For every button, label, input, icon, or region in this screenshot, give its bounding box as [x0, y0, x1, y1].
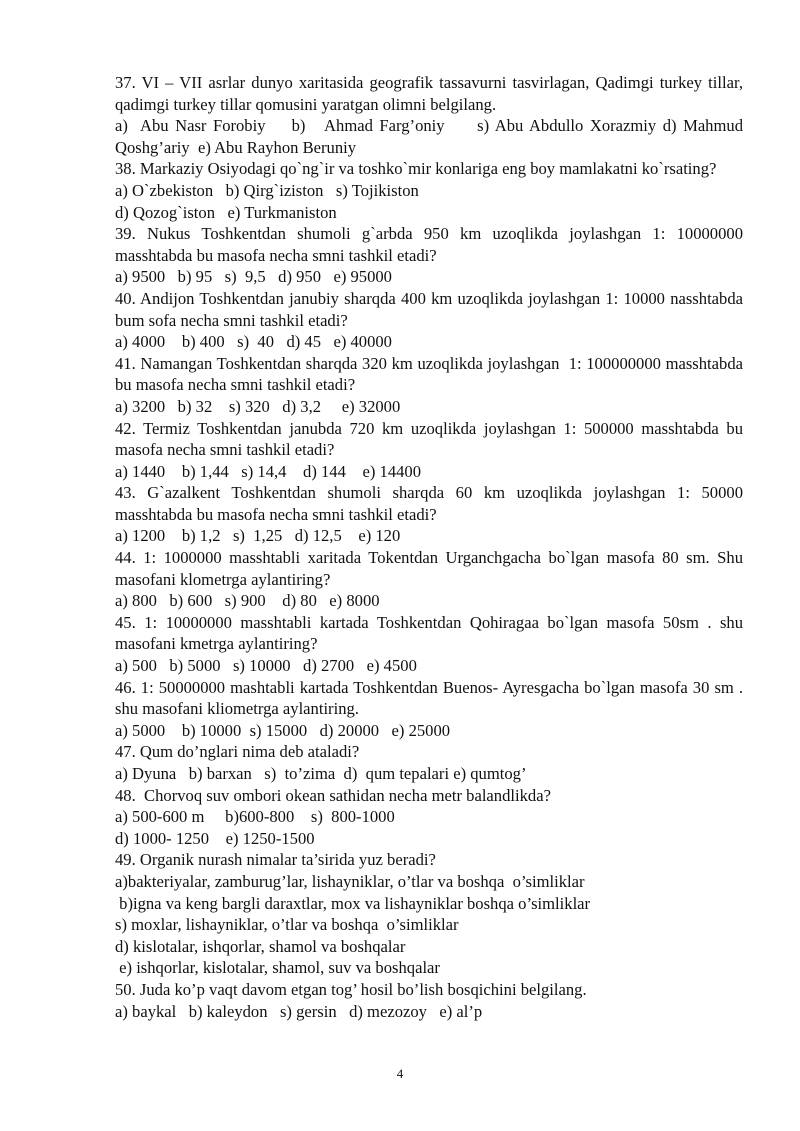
text-line: 37. VI – VII asrlar dunyo xaritasida geografik tassavurni tasvirlagan, Qadimgi turkey tillar, qadimgi turkey tillar qomusini yaratgan olimni belgilang. — [115, 73, 748, 114]
text-line: s) moxlar, lishayniklar, o’tlar va boshqa o’simliklar — [115, 915, 459, 935]
text-line: a) 500-600 m b)600-800 s) 800-1000 — [115, 807, 395, 827]
text-line: a) Dyuna b) barxan s) to’zima d) qum tepalari e) qumtog’ — [115, 764, 527, 783]
text-line: a) 5000 b) 10000 s) 15000 d) 20000 e) 25000 — [115, 720, 451, 740]
text-line: 43. G`azalkent Toshkentdan shumoli sharqda 60 km uzoqlikda joylashgan 1: 50000 masshtabda bu masofa necha smni tashkil etadi? — [115, 483, 748, 524]
text-line: a) O`zbekiston b) Qirg`iziston s) Tojikiston — [115, 180, 419, 200]
text-line: a) baykal b) kaleydon s) gersin d) mezozoy e) al’p — [115, 1001, 483, 1021]
text-line: d) Qozog`iston e) Turkmaniston — [115, 202, 337, 222]
text-line: a) 3200 b) 32 s) 320 d) 3,2 e) 32000 — [115, 396, 401, 416]
text-line: a) 1200 b) 1,2 s) 1,25 d) 12,5 e) 120 — [115, 526, 401, 546]
document-body — [115, 72, 748, 1022]
page-number: 4 — [396, 1066, 404, 1081]
text-line: b)igna va keng bargli daraxtlar, mox va lishayniklar boshqa o’simliklar — [115, 893, 591, 913]
text-line: 47. Qum do’nglari nima deb ataladi? — [115, 742, 360, 762]
text-line: a) 1440 b) 1,44 s) 14,4 d) 144 e) 14400 — [115, 461, 422, 481]
text-line: 41. Namangan Toshkentdan sharqda 320 km uzoqlikda joylashgan 1: 100000000 masshtabda bu masofa necha smni tashkil etadi? — [115, 353, 748, 395]
text-line: d) 1000- 1250 e) 1250-1500 — [115, 828, 315, 848]
text-line: e) ishqorlar, kislotalar, shamol, suv va boshqalar — [115, 958, 440, 978]
text-line: 38. Markaziy Osiyodagi qo`ng`ir va toshko`mir konlariga eng boy mamlakatni ko`rsating? — [115, 159, 717, 179]
text-line: a)bakteriyalar, zamburug’lar, lishayniklar, o’tlar va boshqa o’simliklar — [115, 871, 585, 891]
text-line: a) 9500 b) 95 s) 9,5 d) 950 e) 95000 — [115, 267, 392, 287]
text-line: 39. Nukus Toshkentdan shumoli g`arbda 950 km uzoqlikda joylashgan 1: 10000000 masshtabda bu masofa necha smni tashkil etadi? — [115, 224, 748, 265]
text-line: a) 800 b) 600 s) 900 d) 80 e) 8000 — [115, 591, 380, 611]
text-line: 50. Juda ko’p vaqt davom etgan tog’ hosil bo’lish bosqichini belgilang. — [115, 979, 587, 999]
text-line: 44. 1: 1000000 masshtabli xaritada Tokentdan Urganchgacha bo`lgan masofa 80 sm. Shu masofani klometrga aylantiring? — [115, 548, 748, 589]
text-line: 46. 1: 50000000 mashtabli kartada Toshkentdan Buenos- Ayresgacha bo`lgan masofa 30 sm . shu masofani kliometrga aylantiring. — [115, 677, 748, 719]
text-line: d) kislotalar, ishqorlar, shamol va boshqalar — [115, 936, 406, 956]
text-line: 42. Termiz Toshkentdan janubda 720 km uzoqlikda joylashgan 1: 500000 masshtabda bu masofa necha smni tashkil etadi? — [115, 418, 748, 460]
text-line: 49. Organik nurash nimalar ta’sirida yuz beradi? — [115, 850, 436, 870]
text-line: a) 500 b) 5000 s) 10000 d) 2700 e) 4500 — [115, 656, 417, 676]
text-line: 45. 1: 10000000 masshtabli kartada Toshkentdan Qohiragaa bo`lgan masofa 50sm . shu masofani kmetrga aylantiring? — [115, 612, 748, 654]
text-line: a) Abu Nasr Forobiy b) Ahmad Farg’oniy s) Abu Abdullo Xorazmiy d) Mahmud Qoshg’ariy e) Abu Rayhon Beruniy — [115, 116, 748, 157]
text-line: 40. Andijon Toshkentdan janubiy sharqda 400 km uzoqlikda joylashgan 1: 10000 nasshtabda bum sofa necha smni tashkil etadi? — [115, 288, 748, 330]
text-line: a) 4000 b) 400 s) 40 d) 45 e) 40000 — [115, 332, 392, 352]
text-line: 48. Chorvoq suv ombori okean sathidan necha metr balandlikda? — [115, 785, 551, 805]
